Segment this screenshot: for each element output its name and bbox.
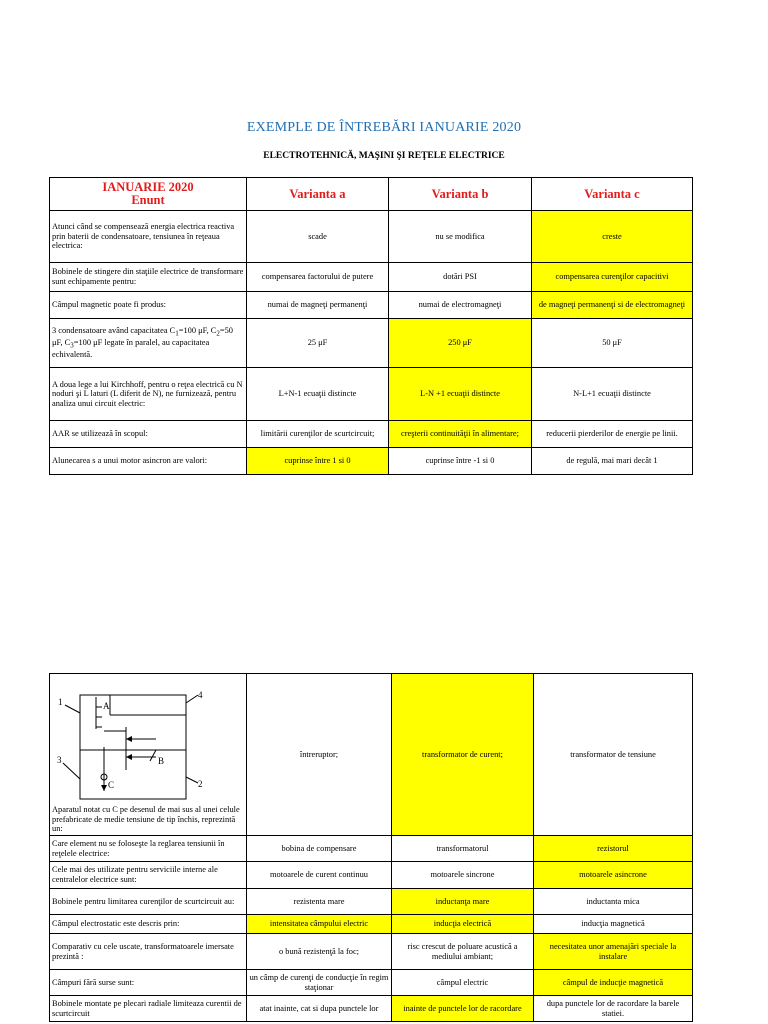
answer-b-cell: transformatorul [392, 836, 534, 862]
subscript: 1 [175, 330, 179, 339]
questions-table-1 [49, 177, 693, 475]
switch-contact [150, 750, 156, 761]
answer-b-cell: motoarele sincrone [392, 862, 534, 889]
answer-a-cell: scade [247, 211, 389, 263]
table-row [50, 862, 693, 889]
header-year: IANUARIE 2020 [102, 179, 194, 194]
answer-b-cell: cuprinse între -1 si 0 [389, 448, 532, 475]
question-cell: Care element nu se foloseşte la reglarea tensiunii în reţelele electrice: [50, 836, 247, 862]
page-title: EXEMPLE DE ÎNTREBĂRI IANUARIE 2020 [246, 120, 522, 135]
answer-a-cell: L+N-1 ecuaţii distincte [247, 368, 389, 421]
answer-a-cell: limitării curenţilor de scurtcircuit; [247, 421, 389, 448]
answer-c-cell: compensarea curenţilor capacitivi [532, 263, 693, 292]
question-cell: Bobinele pentru limitarea curenţilor de scurtcircuit au: [50, 889, 247, 915]
answer-c-cell: inductanta mica [534, 889, 693, 915]
header-varianta-b: Varianta b [389, 178, 532, 211]
answer-b-cell: inductanţa mare [392, 889, 534, 915]
question-cell: AAR se utilizează în scopul: [50, 421, 247, 448]
answer-c-cell: creste [532, 211, 693, 263]
answer-a-cell: 25 μF [247, 319, 389, 368]
question-cell: Bobinele de stingere din staţiile electrice de transformare sunt echipamente pentru: [50, 263, 247, 292]
answer-b-cell: numai de electromagneţi [389, 292, 532, 319]
diagram-label-a: A [103, 701, 110, 712]
answer-b-cell: L-N +1 ecuaţii distincte [389, 368, 532, 421]
table-row [50, 836, 693, 862]
table-row [50, 889, 693, 915]
answer-a-cell: numai de magneţi permanenţi [247, 292, 389, 319]
answer-c-cell: inducţia magnetică [534, 915, 693, 934]
header-varianta-c: Varianta c [532, 178, 693, 211]
table-row [50, 996, 693, 1022]
diagram-label-1: 1 [58, 697, 63, 708]
question-cell: Câmpuri fără surse sunt: [50, 970, 247, 996]
answer-c-cell: câmpul de inducţie magnetică [534, 970, 693, 996]
answer-c-cell: motoarele asincrone [534, 862, 693, 889]
question-cell: Cele mai des utilizate pentru serviciile interne ale centralelor electrice sunt: [50, 862, 247, 889]
arrow-left-icon [126, 736, 132, 742]
table-row [50, 674, 693, 836]
leader-line-3 [63, 763, 80, 779]
question-text: Aparatul notat cu C pe desenul de mai sus al unei celule prefabricate de medie tensiune de tip închis, reprezintă un: [52, 805, 240, 834]
table-row [50, 263, 693, 292]
answer-c-cell: dupa punctele lor de racordare la barele statiei. [534, 996, 693, 1022]
diagram-label-c: C [108, 780, 115, 791]
answer-c-cell: transformator de tensiune [534, 674, 693, 836]
question-cell: Câmpul magnetic poate fi produs: [50, 292, 247, 319]
question-cell: Bobinele montate pe plecari radiale limiteaza curentii de scurtcircuit [50, 996, 247, 1022]
table-row [50, 319, 693, 368]
header-enunt [50, 178, 247, 211]
question-cell [50, 319, 247, 368]
table-row [50, 970, 693, 996]
table-row [50, 292, 693, 319]
question-text: 3 condensatoare având capacitatea C [52, 326, 176, 336]
table-row [50, 915, 693, 934]
question-cell [50, 674, 247, 836]
leader-line-4 [186, 695, 198, 703]
question-text: =50 μF, C [52, 326, 233, 348]
answer-b-cell: nu se modifica [389, 211, 532, 263]
answer-a-cell: cuprinse între 1 si 0 [247, 448, 389, 475]
table-row [50, 368, 693, 421]
answer-b-cell: câmpul electric [392, 970, 534, 996]
diagram-label-4: 4 [198, 690, 203, 701]
answer-a-cell: intensitatea câmpului electric [247, 915, 392, 934]
answer-b-cell: transformator de curent; [392, 674, 534, 836]
diagram-label-3: 3 [57, 755, 62, 766]
subscript: 3 [70, 341, 74, 350]
answer-a-cell: rezistenta mare [247, 889, 392, 915]
diagram-label-b: B [158, 756, 165, 767]
answer-c-cell: rezistorul [534, 836, 693, 862]
subscript: 2 [216, 330, 220, 339]
question-cell: Comparativ cu cele uscate, transformatoarele imersate prezintă : [50, 934, 247, 970]
leader-line-2 [186, 777, 198, 783]
table-header-row [50, 178, 693, 211]
question-cell: Atunci când se compensează energia electrica reactiva prin baterii de condensatoare, tensiunea în reţeaua electrica: [50, 211, 247, 263]
header-enunt-label: Enunt [131, 193, 165, 207]
arrow-down-icon [101, 785, 107, 791]
answer-b-cell: inainte de punctele lor de racordare [392, 996, 534, 1022]
answer-c-cell: necesitatea unor amenajări speciale la instalare [534, 934, 693, 970]
question-text: =100 μF, C [178, 326, 217, 336]
question-cell: Câmpul electrostatic este descris prin: [50, 915, 247, 934]
answer-c-cell: N-L+1 ecuaţii distincte [532, 368, 693, 421]
table-row [50, 934, 693, 970]
answer-c-cell: de magneţi permanenţi si de electromagneţi [532, 292, 693, 319]
question-text: =100 μF legate în paralel, au capacitatea echivalentă. [52, 338, 210, 359]
leader-line-1 [65, 705, 80, 713]
answer-a-cell: compensarea factorului de putere [247, 263, 389, 292]
answer-a-cell: o bună rezistenţă la foc; [247, 934, 392, 970]
page-subtitle: ELECTROTEHNICĂ, MAŞINI ŞI REŢELE ELECTRICE [263, 151, 505, 161]
switchgear-cell-diagram [52, 687, 202, 805]
answer-a-cell: bobina de compensare [247, 836, 392, 862]
arrow-left-icon [126, 754, 132, 760]
answer-a-cell: întreruptor; [247, 674, 392, 836]
answer-b-cell: risc crescut de poluare acustică a mediului ambiant; [392, 934, 534, 970]
answer-c-cell: de regulă, mai mari decât 1 [532, 448, 693, 475]
header-varianta-a: Varianta a [247, 178, 389, 211]
diagram-label-2: 2 [198, 779, 203, 790]
question-cell: A doua lege a lui Kirchhoff, pentru o reţea electrică cu N noduri şi L laturi (L diferit de N), ne furnizează, pentru analiza unui circuit electric: [50, 368, 247, 421]
answer-c-cell: reducerii pierderilor de energie pe linii. [532, 421, 693, 448]
question-cell: Alunecarea s a unui motor asincron are valori: [50, 448, 247, 475]
table-row [50, 211, 693, 263]
table-row [50, 448, 693, 475]
answer-b-cell: inducţia electrică [392, 915, 534, 934]
answer-b-cell: creşterii continuităţii în alimentare; [389, 421, 532, 448]
questions-table-2 [49, 673, 693, 1022]
answer-a-cell: atat inainte, cat si dupa punctele lor [247, 996, 392, 1022]
table-row [50, 421, 693, 448]
answer-a-cell: un câmp de curenţi de conducţie în regim staţionar [247, 970, 392, 996]
answer-b-cell: 250 μF [389, 319, 532, 368]
answer-b-cell: dotări PSI [389, 263, 532, 292]
answer-a-cell: motoarele de curent continuu [247, 862, 392, 889]
answer-c-cell: 50 μF [532, 319, 693, 368]
